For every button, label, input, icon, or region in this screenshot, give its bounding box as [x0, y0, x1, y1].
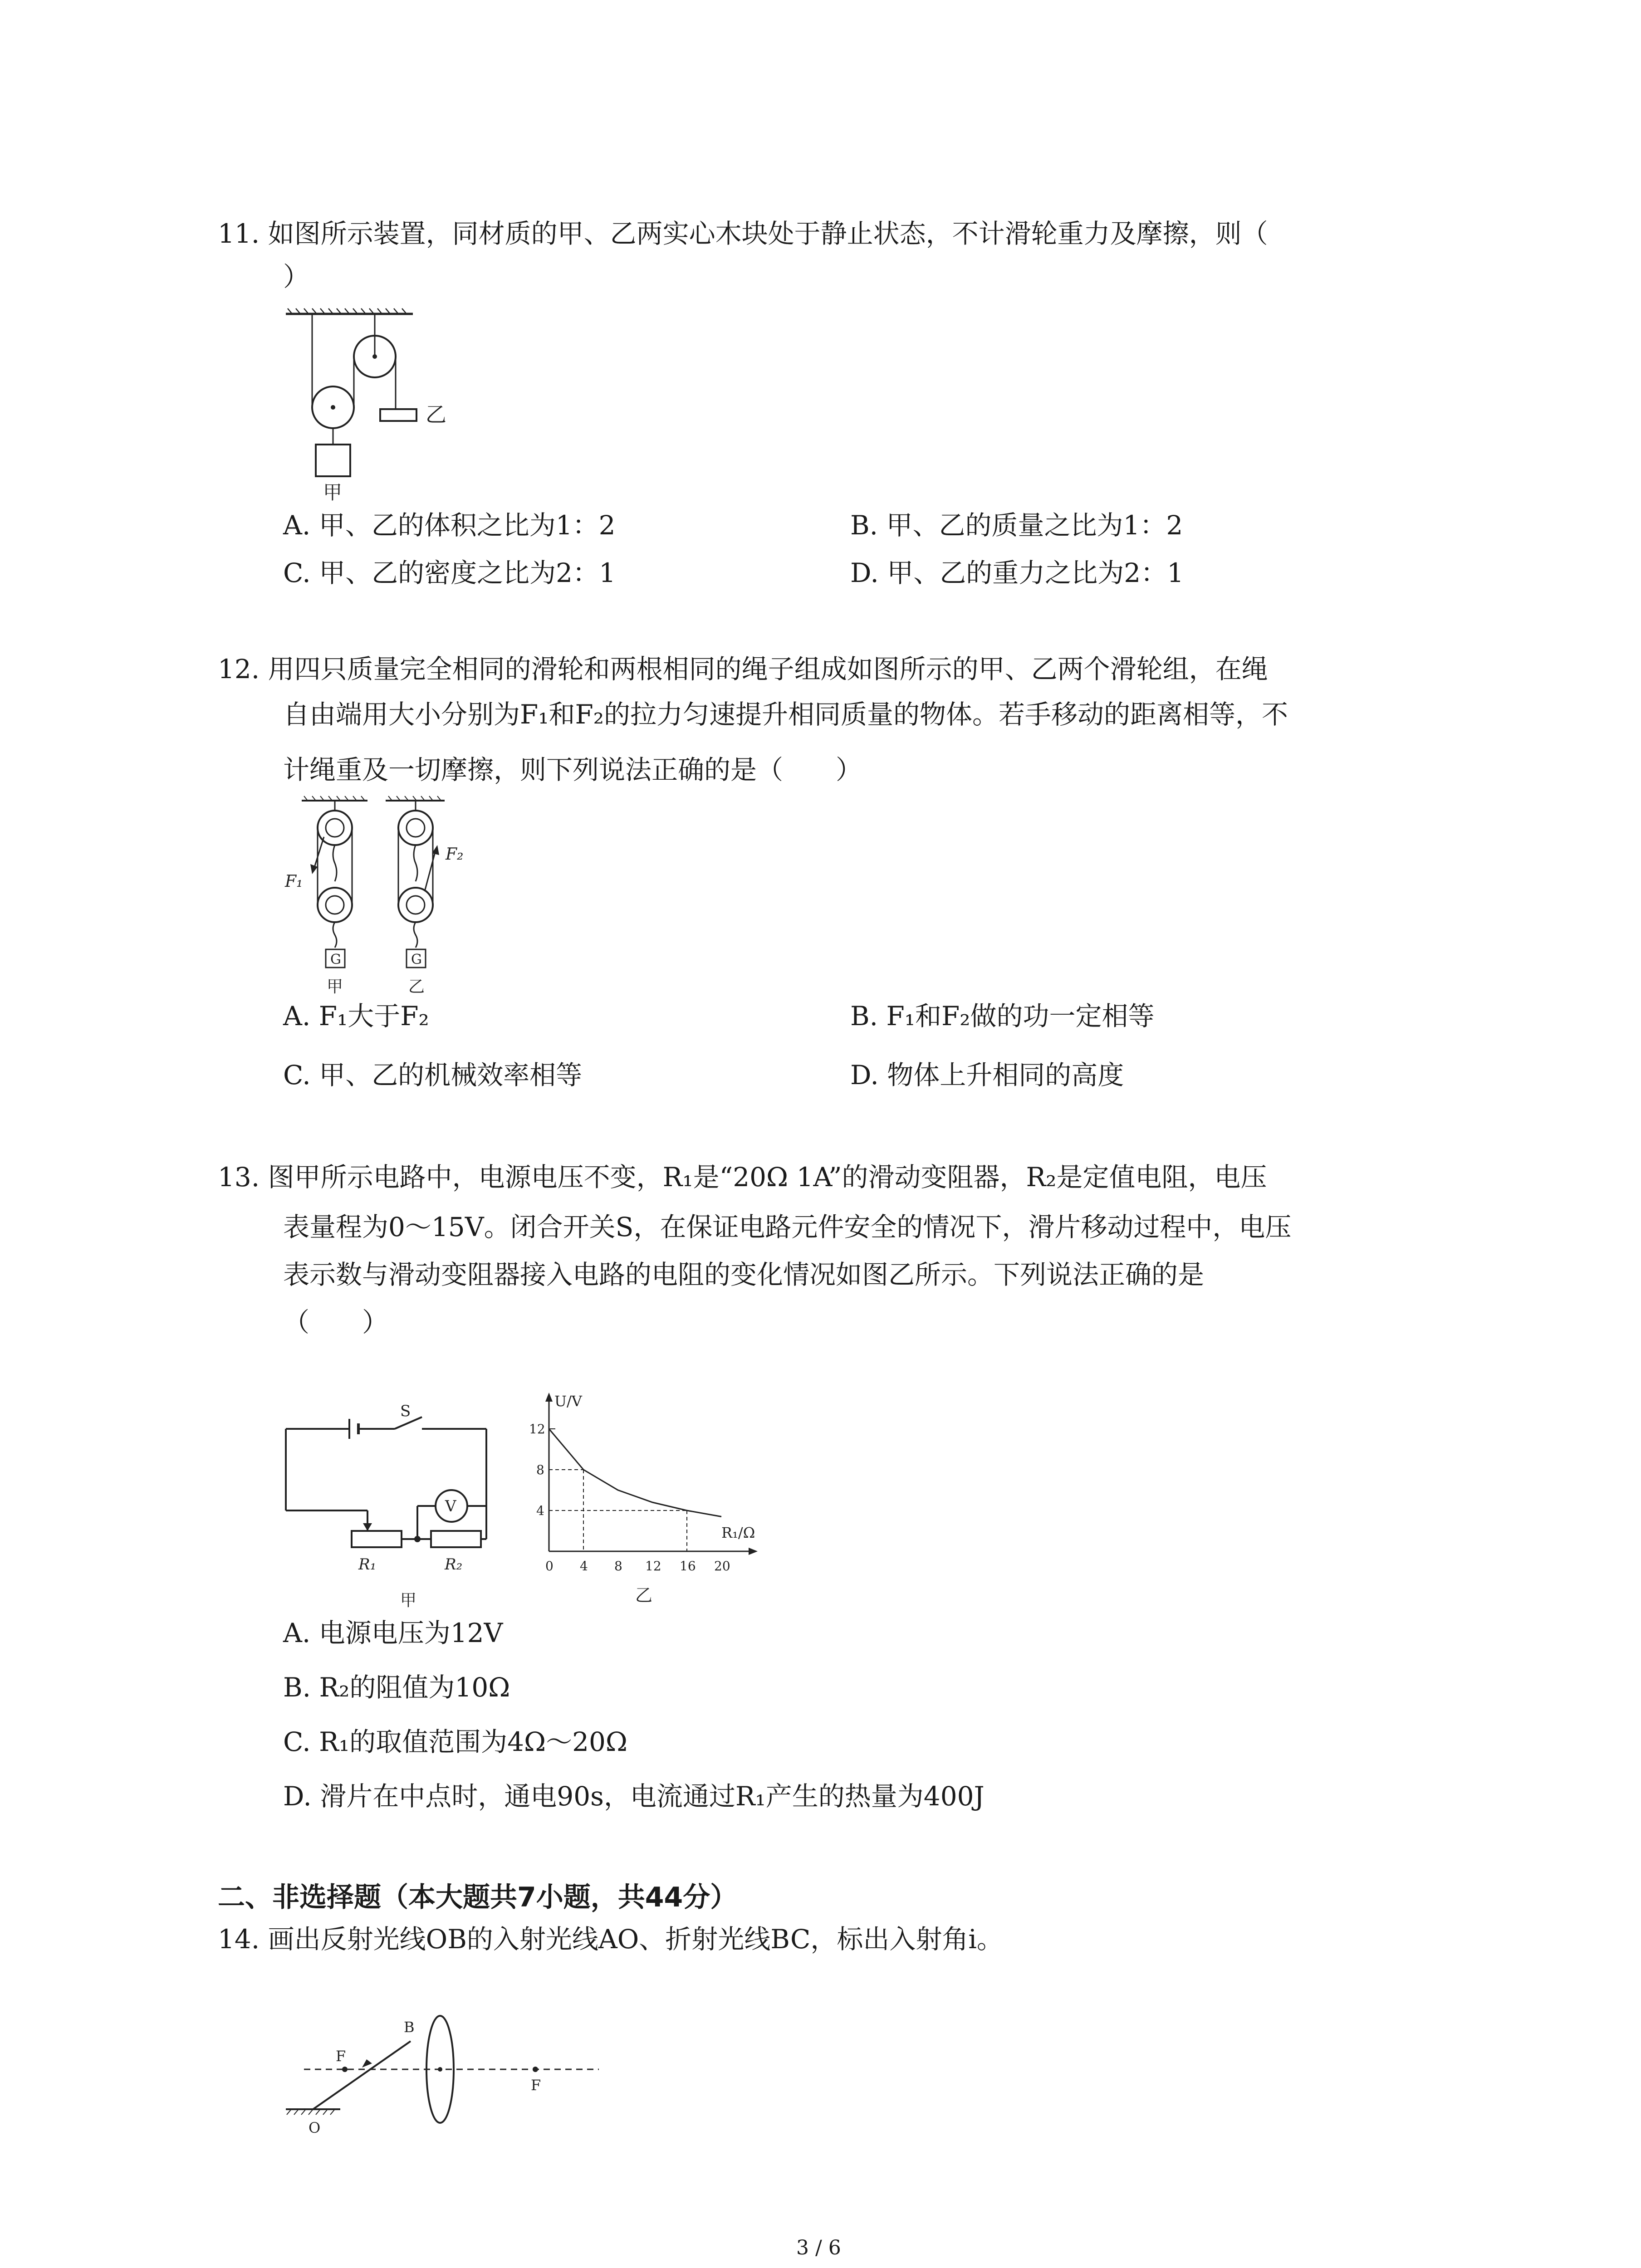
q12-pulley-figure [277, 796, 490, 996]
q11-text-line1: 11. 如图所示装置，同材质的甲、乙两实心木块处于静止状态，不计滑轮重力及摩擦，则（ [218, 218, 1268, 249]
q13-voltage-graph [522, 1388, 776, 1606]
x-tick-label: 0 [545, 1559, 554, 1574]
q11-option-c[interactable]: C. 甲、乙的密度之比为2：1 [283, 557, 616, 588]
q13-text-line3: 表示数与滑动变阻器接入电路的电阻的变化情况如图乙所示。下列说法正确的是 [283, 1259, 1205, 1290]
q11-option-d[interactable]: D. 甲、乙的重力之比为2：1 [850, 557, 1184, 588]
label-g-yi: G [411, 952, 422, 968]
pulley-lower [312, 386, 354, 428]
q11-pulley-figure [272, 308, 463, 503]
label-yi: 乙 [408, 978, 425, 996]
q12-option-b[interactable]: B. F₁和F₂做的功一定相等 [850, 1001, 1155, 1031]
q14-lens-figure [277, 2014, 603, 2150]
ropes [312, 314, 396, 445]
reflected-ray-ob [313, 2041, 411, 2109]
q12-text-line1: 12. 用四只质量完全相同的滑轮和两根相同的绳子组成如图所示的甲、乙两个滑轮组，在绳 [218, 654, 1268, 684]
q13-text-line2: 表量程为0～15V。闭合开关S，在保证电路元件安全的情况下，滑片移动过程中，电压 [283, 1212, 1292, 1242]
q12-option-c[interactable]: C. 甲、乙的机械效率相等 [283, 1060, 583, 1090]
q11-option-b[interactable]: B. 甲、乙的质量之比为1：2 [850, 510, 1183, 541]
q12-text-line2: 自由端用大小分别为F₁和F₂的拉力匀速提升相同质量的物体。若手移动的距离相等，不 [283, 699, 1288, 730]
x-tick-label: 8 [614, 1559, 622, 1574]
q13-option-d[interactable]: D. 滑片在中点时，通电90s，电流通过R₁产生的热量为400J [283, 1781, 985, 1812]
circuit-caption: 甲 [400, 1591, 417, 1610]
q14-text: 14. 画出反射光线OB的入射光线AO、折射光线BC，标出入射角i。 [218, 1924, 1003, 1955]
label-switch-s: S [400, 1402, 411, 1420]
label-jia: 甲 [327, 978, 343, 996]
voltage-curve [549, 1429, 721, 1517]
voltmeter-icon: V [445, 1497, 456, 1515]
q13-text-line4: （ ） [283, 1307, 389, 1338]
label-r2: R₂ [445, 1555, 463, 1574]
page-number: 3 / 6 [796, 2236, 841, 2259]
label-o: O [309, 2119, 321, 2136]
label-r1: R₁ [358, 1555, 377, 1574]
pulley-upper [354, 314, 396, 377]
x-tick-label: 12 [645, 1559, 661, 1574]
y-tick-label: 12 [529, 1422, 545, 1437]
pulley-set-jia [302, 796, 367, 968]
graph-caption: 乙 [635, 1585, 653, 1605]
q12-option-d[interactable]: D. 物体上升相同的高度 [850, 1060, 1124, 1090]
block-jia [316, 445, 350, 476]
q13-option-a[interactable]: A. 电源电压为12V [283, 1618, 503, 1648]
label-jia: 甲 [323, 481, 343, 503]
q12-option-a[interactable]: A. F₁大于F₂ [283, 1001, 429, 1031]
label-f-left: F [336, 2048, 346, 2065]
label-b: B [404, 2019, 415, 2036]
label-g-jia: G [330, 952, 341, 968]
q12-text-line3: 计绳重及一切摩擦，则下列说法正确的是（ ） [283, 754, 862, 785]
q11-option-a[interactable]: A. 甲、乙的体积之比为1：2 [283, 510, 616, 541]
q13-option-c[interactable]: C. R₁的取值范围为4Ω～20Ω [283, 1726, 627, 1757]
q11-text-line2: ） [283, 261, 310, 292]
label-f2: F₂ [446, 845, 464, 864]
ceiling [286, 308, 413, 314]
y-tick-label: 8 [536, 1462, 544, 1477]
x-tick-label: 20 [714, 1559, 730, 1574]
graph-xlabel: R₁/Ω [721, 1524, 755, 1541]
label-yi: 乙 [426, 402, 446, 427]
label-f-right: F [531, 2077, 541, 2094]
y-tick-label: 4 [536, 1503, 544, 1518]
graph-ylabel: U/V [554, 1393, 582, 1410]
section-heading: 二、非选择题（本大题共7小题，共44分） [218, 1882, 738, 1913]
q13-circuit-diagram [281, 1402, 499, 1619]
x-tick-label: 4 [580, 1559, 588, 1574]
q13-option-b[interactable]: B. R₂的阻值为10Ω [283, 1672, 510, 1703]
q13-text-line1: 13. 图甲所示电路中，电源电压不变，R₁是“20Ω 1A”的滑动变阻器，R₂是定值电阻，电压 [218, 1162, 1267, 1193]
label-f1: F₁ [285, 872, 303, 891]
block-yi [380, 409, 416, 421]
x-tick-label: 16 [680, 1559, 696, 1574]
pulley-set-yi [386, 796, 445, 968]
